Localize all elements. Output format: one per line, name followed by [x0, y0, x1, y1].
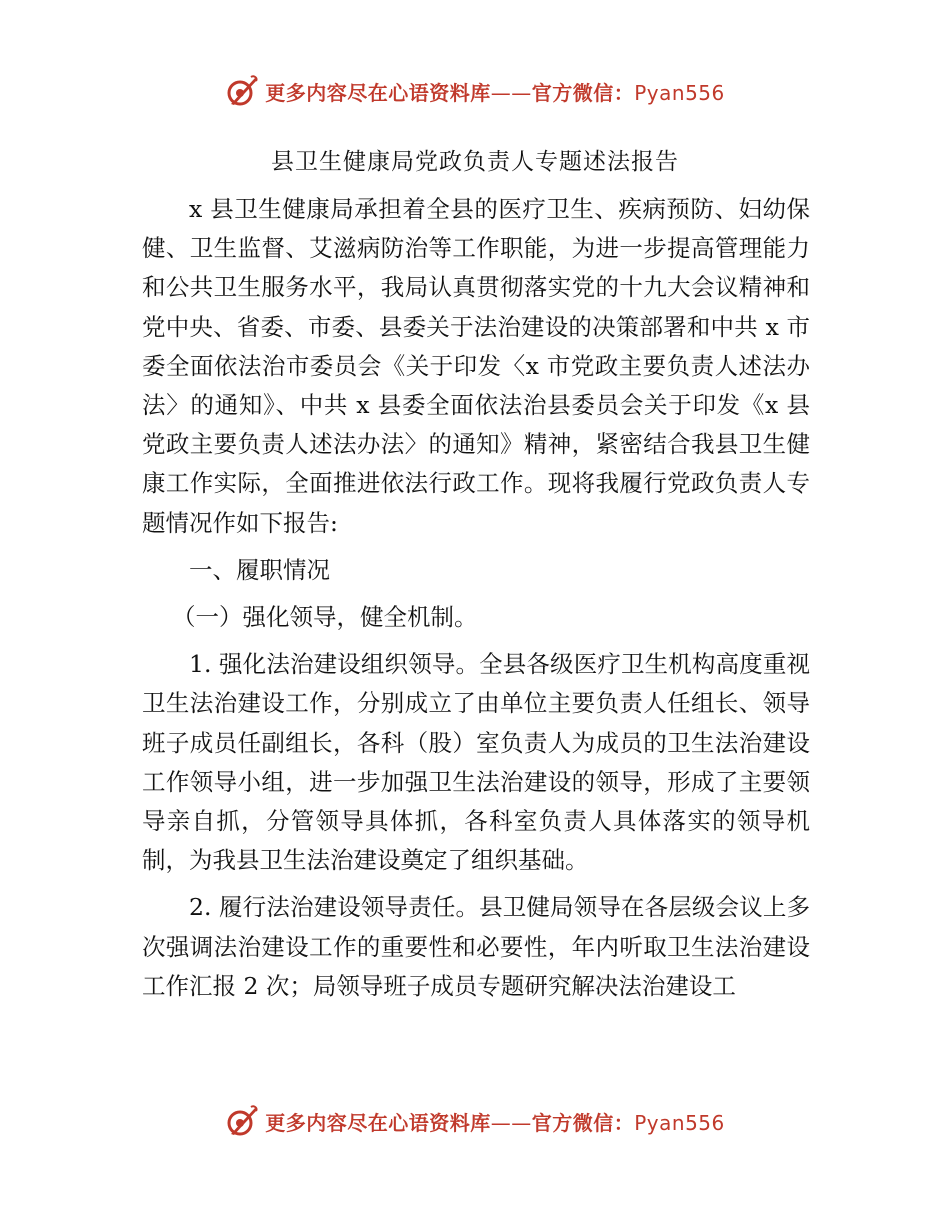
section-heading-1: 一、履职情况	[189, 555, 330, 584]
brand-text: 更多内容尽在心语资料库	[265, 1110, 491, 1135]
footer-banner	[0, 1098, 950, 1144]
item-paragraph-1: 1. 强化法治建设组织领导。全县各级医疗卫生机构高度重视卫生法治建设工作，分别成立了由单位主要负责人任组长、领导班子成员任副组长，各科（股）室负责人为成员的卫生法治建设工作领导小组，进一步加强卫生法治建设的领导，形成了主要领导亲自抓，分管领导具体抓，各科室负责人具体落实的领导机制，为我县卫生法治建设奠定了组织基础。	[142, 650, 810, 875]
banner-content	[225, 1104, 725, 1138]
banner-separator: ——	[490, 80, 532, 105]
item-paragraph-2: 2. 履行法治建设领导责任。县卫健局领导在各层级会议上多次强调法治建设工作的重要性和必要性，年内听取卫生法治建设工作汇报 2 次；局领导班子成员专题研究解决法治建设工	[142, 893, 810, 1000]
banner-text	[265, 77, 725, 106]
document-title: 县卫生健康局党政负责人专题述法报告	[271, 149, 679, 175]
pen-on-circle-logo-icon	[225, 1104, 259, 1138]
banner-separator: ——	[490, 1110, 532, 1135]
wechat-id: Pyan556	[634, 80, 725, 105]
document-body	[142, 190, 810, 1014]
wechat-id: Pyan556	[634, 1110, 725, 1135]
subsection-heading-1: （一）强化领导，健全机制。	[172, 603, 478, 632]
brand-text: 更多内容尽在心语资料库	[265, 80, 491, 105]
banner-content	[225, 74, 725, 108]
banner-text	[265, 1107, 725, 1136]
intro-paragraph: x 县卫生健康局承担着全县的医疗卫生、疾病预防、妇幼保健、卫生监督、艾滋病防治等工作职能，为进一步提高管理能力和公共卫生服务水平，我局认真贯彻落实党的十九大会议精神和党中央、省委、市委、县委关于法治建设的决策部署和中共 x 市委全面依法治市委员会《关于印发〈x 市党政主要负责人述法办法〉的通知》、中共 x 县委全面依法治县委员会关于印发《x 县党政主要负责人述法办法〉的通知》精神，紧密结合我县卫生健康工作实际，全面推进依法行政工作。现将我履行党政负责人专题情况作如下报告:	[142, 195, 810, 537]
wechat-label: 官方微信：	[531, 80, 635, 105]
header-banner	[0, 68, 950, 114]
wechat-label: 官方微信：	[531, 1110, 635, 1135]
pen-on-circle-logo-icon	[225, 74, 259, 108]
